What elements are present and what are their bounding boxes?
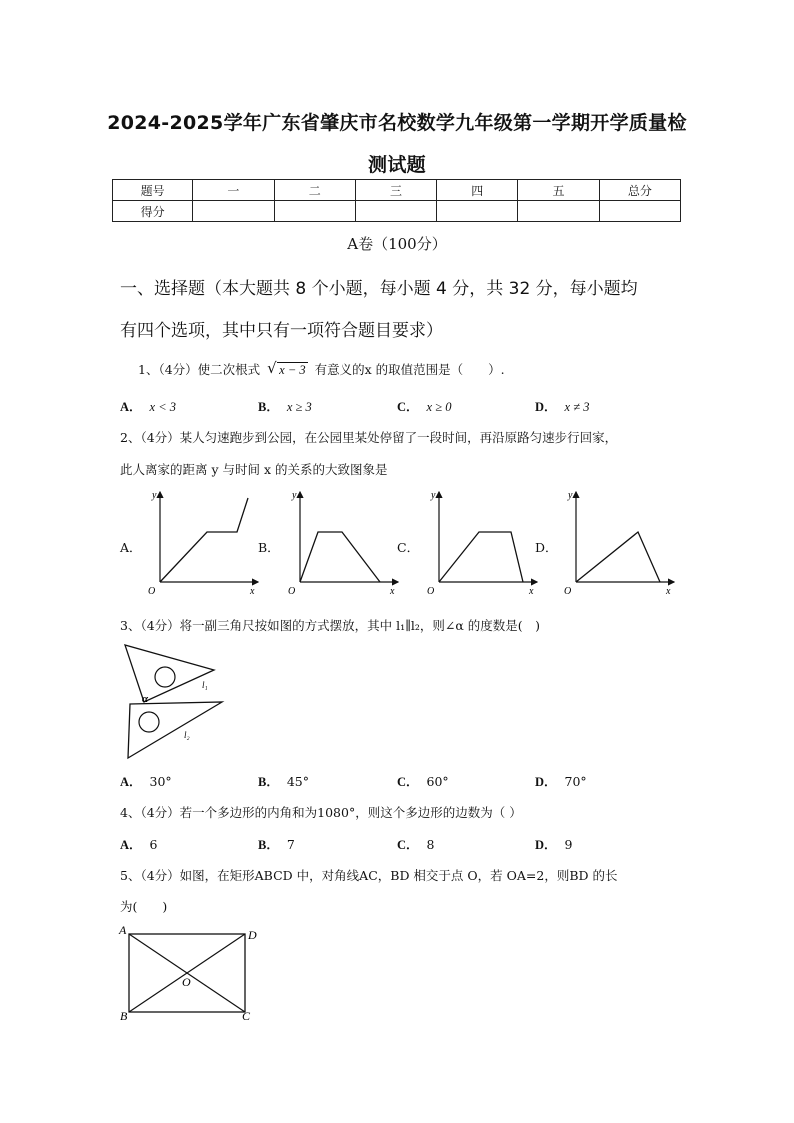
distance-curve <box>300 532 380 582</box>
origin-label: O <box>148 586 156 597</box>
score-cell[interactable] <box>437 201 518 222</box>
option-label: A． <box>120 775 142 789</box>
score-table-score-row <box>113 201 681 222</box>
q3-option-b[interactable] <box>258 772 309 790</box>
question-1-prefix: 1、（4分）使二次根式 <box>138 362 261 377</box>
score-table-header-row <box>113 180 681 201</box>
q1-option-a[interactable] <box>120 397 176 415</box>
option-label: C． <box>397 775 419 789</box>
score-header-cell: 题号 <box>113 180 193 201</box>
q4-option-b[interactable] <box>258 835 295 853</box>
score-header-cell: 二 <box>274 180 355 201</box>
sqrt-expression <box>267 359 307 378</box>
l1-label: l₁ <box>202 680 208 690</box>
option-label: B． <box>258 838 279 852</box>
y-axis-label: y <box>568 490 573 501</box>
score-cell[interactable] <box>274 201 355 222</box>
alpha-label: α <box>142 693 149 705</box>
question-5-line2: 为( ) <box>120 899 168 914</box>
y-axis-label: y <box>152 490 157 501</box>
vertex-b-label: B <box>120 1009 128 1023</box>
l2-label: l₂ <box>184 730 190 740</box>
vertex-c-label: C <box>242 1009 251 1023</box>
x-axis-label: x <box>250 586 255 597</box>
score-table <box>112 179 681 222</box>
option-text: x < 3 <box>149 400 177 414</box>
option-text: x ≥ 3 <box>286 400 312 414</box>
q1-option-b[interactable] <box>258 397 312 415</box>
radical-sign: √ <box>267 359 277 377</box>
graph-c[interactable] <box>419 486 543 598</box>
option-label: A． <box>120 400 142 414</box>
y-axis-label: y <box>292 490 297 501</box>
score-header-cell: 五 <box>518 180 599 201</box>
distance-curve <box>576 532 660 582</box>
question-2-line2: 此人离家的距离 y 与时间 x 的关系的大致图象是 <box>120 462 388 477</box>
y-axis-label: y <box>431 490 436 501</box>
option-text: 8 <box>426 837 435 852</box>
q2-option-c-label[interactable]: C． <box>397 540 420 555</box>
score-header-cell: 四 <box>437 180 518 201</box>
option-text: x ≥ 0 <box>426 400 452 414</box>
score-cell[interactable] <box>518 201 599 222</box>
q2-option-a-label[interactable]: A． <box>120 540 142 555</box>
q3-option-d[interactable] <box>535 772 587 790</box>
score-cell[interactable] <box>193 201 274 222</box>
upper-set-square <box>125 645 214 702</box>
question-1 <box>138 360 505 378</box>
score-cell[interactable] <box>599 201 680 222</box>
graph-b[interactable] <box>280 486 404 598</box>
x-axis-label: x <box>390 586 395 597</box>
q2-option-d-label[interactable]: D． <box>535 540 558 555</box>
option-label: B． <box>258 775 279 789</box>
option-text: 30° <box>149 774 172 789</box>
origin-label: O <box>427 586 435 597</box>
score-cell[interactable] <box>355 201 436 222</box>
option-text: 7 <box>286 837 295 852</box>
option-label: C． <box>397 400 419 414</box>
set-square-figure <box>118 640 230 762</box>
option-label: B． <box>258 400 279 414</box>
lower-set-square-hole <box>139 712 159 732</box>
q2-option-b-label[interactable]: B． <box>258 540 280 555</box>
option-text: 70° <box>564 774 587 789</box>
x-axis-label: x <box>666 586 671 597</box>
section-heading-line1: 一、选择题（本大题共 8 个小题，每小题 4 分，共 32 分，每小题均 <box>120 279 638 299</box>
vertex-d-label: D <box>248 928 257 942</box>
origin-label: O <box>288 586 296 597</box>
option-label: A． <box>120 838 142 852</box>
rectangle-abcd-figure <box>115 920 265 1026</box>
origin-label: O <box>564 586 572 597</box>
q4-option-a[interactable] <box>120 835 157 853</box>
distance-curve <box>439 532 523 582</box>
page-title-line1: 2024-2025学年广东省肇庆市名校数学九年级第一学期开学质量检 <box>107 112 687 134</box>
center-o-label: O <box>182 975 191 989</box>
question-5-line1: 5、（4分）如图，在矩形ABCD 中，对角线AC，BD 相交于点 O，若 OA=2，则BD 的长 <box>120 868 618 883</box>
score-header-cell: 三 <box>355 180 436 201</box>
graph-a[interactable] <box>140 486 264 598</box>
q3-option-a[interactable] <box>120 772 172 790</box>
question-1-suffix: 有意义的x 的取值范围是（ ）. <box>314 362 505 377</box>
score-header-cell: 总分 <box>599 180 680 201</box>
question-4: 4、（4分）若一个多边形的内角和为1080°，则这个多边形的边数为（ ） <box>120 805 522 820</box>
paper-a-heading: A卷（100分） <box>347 235 447 253</box>
option-label: D． <box>535 838 557 852</box>
q1-option-d[interactable] <box>535 397 589 415</box>
page-title-line2: 测试题 <box>368 154 426 176</box>
score-row-label: 得分 <box>113 201 193 222</box>
q3-option-c[interactable] <box>397 772 449 790</box>
option-label: C． <box>397 838 419 852</box>
option-label: D． <box>535 400 557 414</box>
option-label: D． <box>535 775 557 789</box>
q4-option-d[interactable] <box>535 835 572 853</box>
score-header-cell: 一 <box>193 180 274 201</box>
upper-set-square-hole <box>155 667 175 687</box>
x-axis-label: x <box>529 586 534 597</box>
distance-curve <box>160 498 248 582</box>
question-3: 3、（4分）将一副三角尺按如图的方式摆放，其中 l₁∥l₂，则∠α 的度数是( ) <box>120 618 541 633</box>
section-heading-line2: 有四个选项，其中只有一项符合题目要求） <box>120 321 443 341</box>
q4-option-c[interactable] <box>397 835 434 853</box>
q1-option-c[interactable] <box>397 397 451 415</box>
radicand: x − 3 <box>279 363 306 377</box>
option-text: 45° <box>286 774 309 789</box>
graph-d[interactable] <box>556 486 680 598</box>
option-text: 9 <box>564 837 573 852</box>
option-text: 60° <box>426 774 449 789</box>
option-text: x ≠ 3 <box>564 400 590 414</box>
option-text: 6 <box>149 837 158 852</box>
question-2-line1: 2、（4分）某人匀速跑步到公园，在公园里某处停留了一段时间，再沿原路匀速步行回家， <box>120 430 618 445</box>
vertex-a-label: A <box>119 923 127 937</box>
